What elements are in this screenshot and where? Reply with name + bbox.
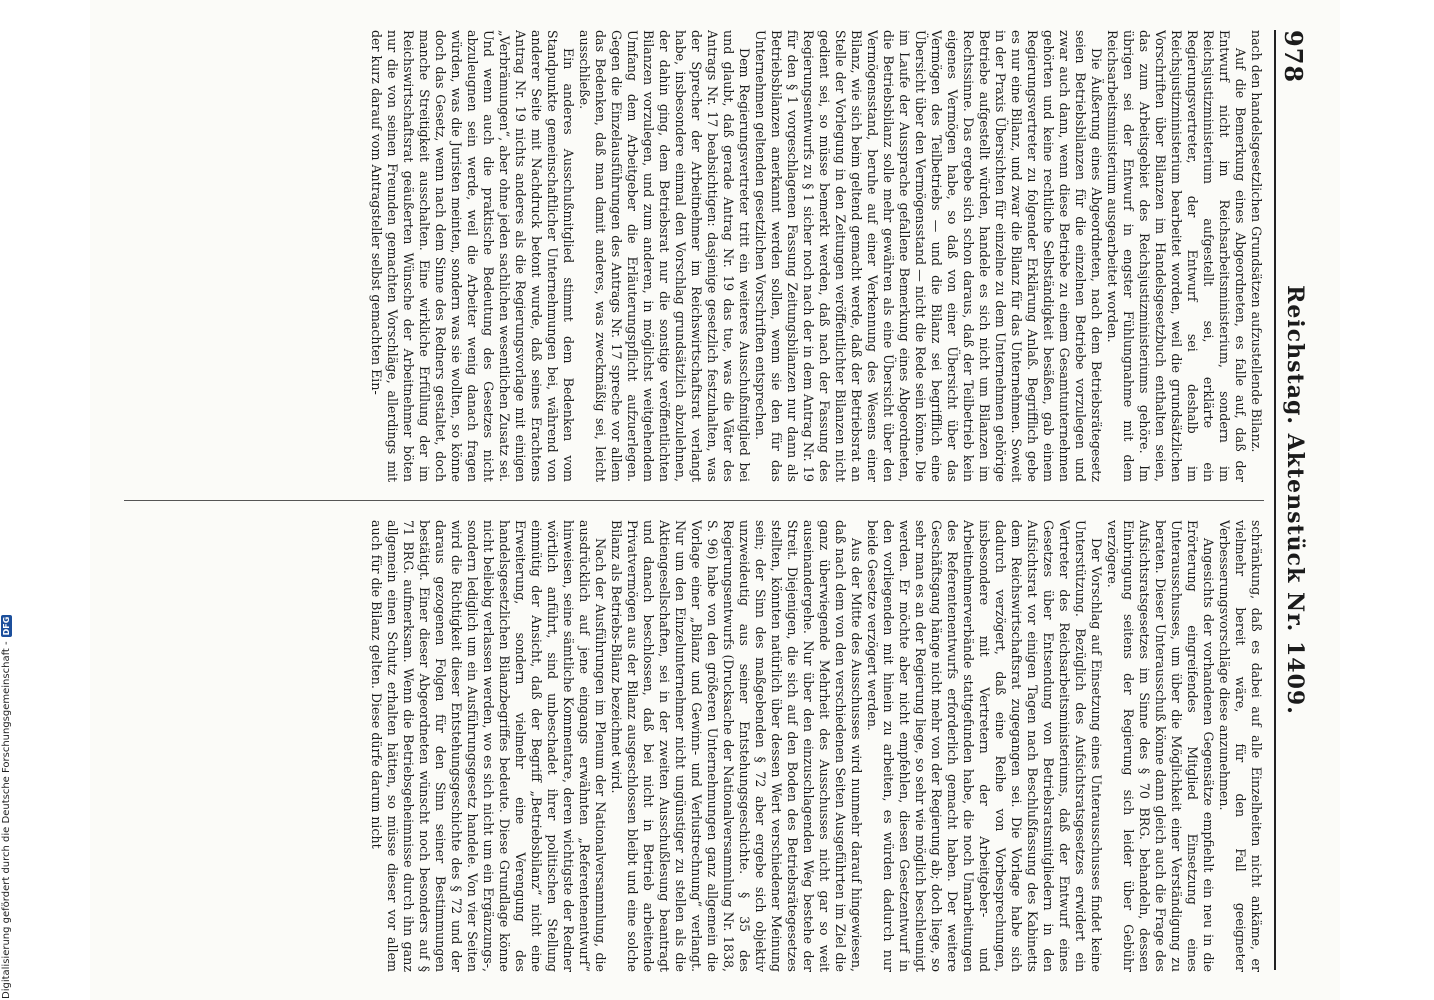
text-column-right [124, 520, 1264, 972]
page-title: Reichstag. Aktenstück Nr. 1409. [1282, 285, 1308, 715]
dfg-logo: DFG [2, 616, 11, 636]
scanned-document-page [90, 0, 1340, 1000]
digitization-credit [1, 615, 12, 999]
paragraph: Ein anderes Ausschußmitglied stimmt dem Bedenken vom Standpunkte gemeinschaftlicher Unternehmungen bei, während von anderer Seite mit Nachdruck betont wurde, daß seines Erachtens Antrag Nr. 19 nichts anderes als die Regierungsvorlage mit einigen „Verbrämungen“, aber ohne jeden sachlichen wesentlichen Zusatz sei. Und wenn auch die praktische Bedeutung des Gesetzes nicht abzuleugnen sein werde, weil die Arbeiter wenig danach fragen würden, was die Juristen meinten, sondern was sie wollten, so könne doch das Gesetz, wenn nach dem Sinne des Redners gestaltet, doch manche Streitigkeit ausschalten. Eine wirkliche Erfüllung der im Reichswirtschaftsrat geäußerten Wünsche der Arbeitnehmer böten nur die von seinen Freunden gemachten Vorschläge, allerdings mit der kurz darauf vom Antragsteller selbst gemachten Ein- [369, 30, 576, 482]
digitization-credit-text: Digitalisierung gefördert durch die Deutsche Forschungsgemeinschaft - [1, 641, 12, 999]
paragraph: Dem Regierungsvertreter tritt ein weiteres Ausschußmitglied bei und glaubt, daß gerade Antrag Nr. 19 das tue, was die Väter des Antrags Nr. 17 beabsichtigen: dasjenige gesetzlich festzuhalten, was der Sprecher der Arbeitnehmer im Reichswirtschaftsrat verlangt habe, insbesondere einmal den Vorschlag grundsätzlich abzulehnen, der dahin ging, dem Betriebsrat nur die sonstige veröffentlichten Bilanzen vorzulegen, und zum anderen, in möglichst weitgehendem Umfang dem Arbeitgeber die Erläuterungspflicht aufzuerlegen. Gegen die Einzelausführungen des Antrags Nr. 17 spreche vor allem das Bedenken, daß man damit anderes, was zweckmäßig sei, leicht ausschließe. [577, 30, 752, 482]
paragraph: Auf die Bemerkung eines Abgeordneten, es falle auf, daß der Entwurf nicht im Reichsarbeitsministerium, sondern im Reichsjustizministerium aufgestellt sei, erklärte ein Regierungsvertreter, der Entwurf sei deshalb im Reichsjustizministerium bearbeitet worden, weil die grundsätzlichen Vorschriften über Bilanzen im Handelsgesetzbuch enthalten seien, das zum Arbeitsgebiet des Reichsjustizministeriums gehöre. Im übrigen sei der Entwurf in engster Fühlungnahme mit dem Reichsarbeitsministerium ausgearbeitet worden. [1105, 30, 1248, 482]
paragraph: Die Äußerung eines Abgeordneten, nach dem Betriebsrätegesetz seien Betriebsbilanzen für die einzelnen Betriebe vorzulegen und zwar auch dann, wenn diese Betriebe zu einem Gesamtunternehmen gehörten und keine rechtliche Selbständigkeit besäßen, gab einem Regierungsvertreter zu folgender Erklärung Anlaß. Begrifflich gebe es nur eine Bilanz, und zwar die Bilanz für das Unternehmen. Soweit in der Praxis Übersichten für einzelne zu dem Unternehmen gehörige Betriebe aufgestellt würden, handele es sich nicht um Bilanzen im Rechtssinne. Das ergebe sich schon daraus, daß der Teilbetrieb kein eigenes Vermögen habe, so daß von einer Übersicht über das Vermögen des Teilbetriebs — und die Bilanz sei begrifflich eine Übersicht über den Vermögensstand — nicht die Rede sein könne. Die im Laufe der Aussprache gefallene Bemerkung eines Abgeordneten, die Betriebsbilanz solle mehr gewähren als eine Übersicht über den Vermögensstand, beruhe auf einer Verkennung des Wesens einer Bilanz, wie sich beim geltend gemacht werde, daß der Betriebsrat an Stelle der Vorlegung in den Zeitungen veröffentlichter Bilanzen nicht gedient sei, so müsse bemerkt werden, daß nach der Fassung des Regierungsentwurfs zu § 1 sicher noch nach der in dem Antrag Nr. 19 für den § 1 vorgeschlagenen Fassung Zeitungsbilanzen nur dann als Betriebsbilanzen anerkannt werden sollen, wenn sie den für das Unternehmen geltenden gesetzlichen Vorschriften entsprechen. [753, 30, 1104, 482]
paragraph: schränkung, daß es dabei auf alle Einzelheiten nicht ankäme, er vielmehr bereit wäre, für den Fall geeigneter Verbesserungsvorschläge diese anzunehmen. [1217, 520, 1264, 972]
column-divider [124, 500, 1264, 501]
text-column-left [124, 30, 1264, 482]
paragraph: Aus der Mitte des Ausschusses wird nunmehr darauf hingewiesen, daß nach dem von den verschiedenen Seiten Ausgeführten im Ziel die ganz überwiegende Mehrheit des Ausschusses nicht gar so weit auseinandergehe. Nur über den einzuschlagenden Weg bestehe der Streit. Diejenigen, die sich auf den Boden des Betriebsrätegesetzes stellten, könnten natürlich über dessen Wert verschiedener Meinung sein; der Sinn des maßgebenden § 72 aber ergebe sich objektiv unzweideutig aus seiner Entstehungsgeschichte. § 35 des Regierungsentwurfs (Drucksache der Nationalversammlung Nr. 1838, S. 96) habe von den größeren Unternehmungen ganz allgemein die Vorlage einer „Bilanz und Gewinn- und Verlustrechnung“ verlangt. Nur um den Einzelunternehmer nicht ungünstiger zu stellen als die Aktiengesellschaften, sei in der zweiten Ausschußlesung beantragt und danach beschlossen, daß bei nicht in Betrieb arbeitende Privatvermögen aus der Bilanz ausgeschlossen bleibt und eine solche Bilanz als Betriebs-Bilanz bezeichnet wird. [609, 520, 864, 972]
paragraph: Nach der Ausführungen im Plenum der Nationalversammlung, die ausdrücklich auf jene eingangs erwähnten „Referentenentwurf“ hinweisen, seine sämtliche Kommentare, deren wichtigste der Redner wörtlich anführt, sind unbeschadet ihrer politischen Stellung einmütig der Ansicht, daß der Begriff „Betriebsbilanz“ nicht eine Erweiterung, sondern vielmehr eine Verengung des handelsgesetzlichen Bilanzbegriffes bedeute. Diese Grundlage könne nicht beliebig verlassen werden, wo es sich nicht um ein Ergänzungs-, sondern lediglich um ein Ausführungsgesetz handele. Von vier Seiten wird die Richtigkeit dieser Entstehungsgeschichte des § 72 und der daraus gezogenen Folgen für den Sinn seiner Bestimmungen bestätigt. Einer dieser Abgeordneten wünscht noch besonders auf § 71 BRG. aufmerksam. Wenn die Betriebsgeheimnisse durch ihn ganz allgemein einen Schutz erhalten hätten, so müsse dieser vor allem auch für die Bilanz gelten. Diese dürfe darum nicht [369, 520, 608, 972]
paragraph: Angesichts der vorhandenen Gegensätze empfiehlt ein neu in die Erörterung eingreifendes Mitglied Einsetzung eines Unterausschusses, um über die Möglichkeit einer Verständigung zu beraten. Dieser Unterausschuß könne dann gleich auch die Frage des Aufsichtsratsgesetzes im Sinne des § 70 BRG. behandeln, dessen Einbringung seitens der Regierung sich leider über Gebühr verzögere. [1105, 520, 1216, 972]
page-header [1274, 30, 1310, 970]
paragraph: nach den handelsgesetzlichen Grundsätzen aufzustellende Bilanz. [1249, 30, 1264, 453]
paragraph: Der Vorschlag auf Einsetzung eines Unterausschusses findet keine Unterstützung. Bezüglich des Aufsichtsratsgesetzes erwidert ein Vertreter des Reichsarbeitsministeriums, daß der Entwurf eines Gesetzes über Entsendung von Betriebsratsmitgliedern in den Aufsichtsrat vor einigen Tagen nach Beschlußfassung des Kabinetts dem Reichswirtschaftsrat zugegangen sei. Die Vorlage habe sich dadurch verzögert, daß eine Reihe von Vorbesprechungen, insbesondere mit Vertretern der Arbeitgeber- und Arbeitnehmerverbände stattgefunden habe, die noch Umarbeitungen des Referentenentwurfs erforderlich gemacht haben. Der weitere Geschäftsgang hänge nicht mehr von der Regierung ab; doch liege, so sehr man es an der Regierung liege, so sehr wie möglich beschleunigt werden. Er möchte aber nicht empfehlen, diesen Gesetzentwurf in den vorliegenden mit hinein zu arbeiten, es würden dadurch nur beide Gesetze verzögert werden. [865, 520, 1104, 972]
page-number: 978 [1279, 30, 1308, 84]
